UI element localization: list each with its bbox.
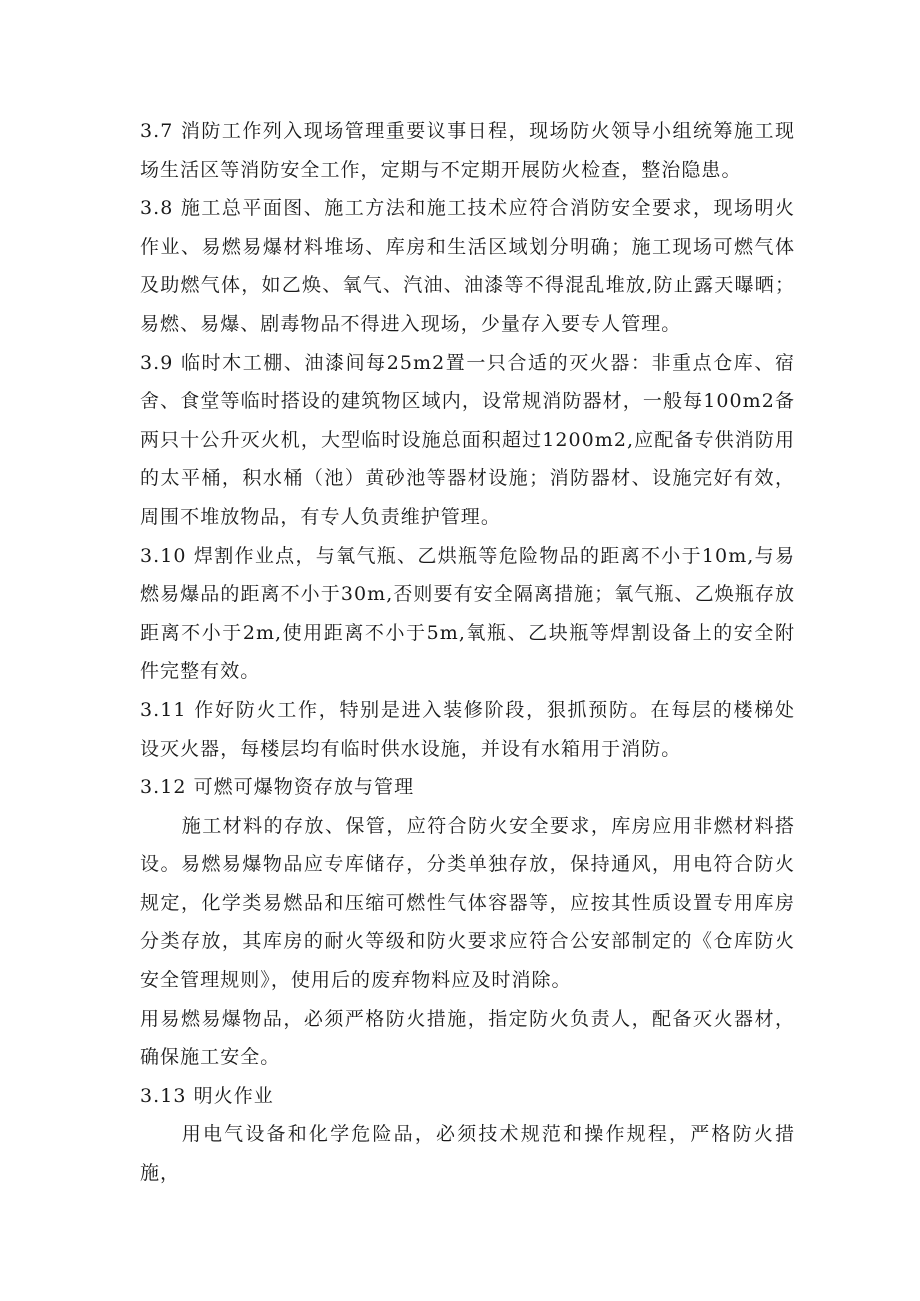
paragraph-3-12-use: 用易燃易爆物品，必须严格防火措施，指定防火负责人，配备灭火器材，确保施工安全。	[140, 1007, 795, 1069]
paragraph-3-13-body: 用电气设备和化学危险品，必须技术规范和操作规程，严格防火措施，	[140, 1123, 795, 1185]
paragraph-3-10: 3.10 焊割作业点，与氧气瓶、乙烘瓶等危险物品的距离不小于10m,与易燃易爆品的距离不小于30m,否则要有安全隔离措施；氧气瓶、乙焕瓶存放距离不小于2m,使用距离不小于5m,氧瓶、乙块瓶等焊割设备上的安全附件完整有效。	[140, 544, 795, 683]
paragraph-3-9: 3.9 临时木工棚、油漆间每25m2置一只合适的灭火器：非重点仓库、宿舍、食堂等临时搭设的建筑物区域内，设常规消防器材，一般每100m2备两只十公升灭火机，大型临时设施总面积超过1200m2,应配备专供消防用的太平桶，积水桶（池）黄砂池等器材设施；消防器材、设施完好有效，周围不堆放物品，有专人负责维护管理。	[140, 351, 795, 528]
paragraph-3-12-body: 施工材料的存放、保管，应符合防火安全要求，库房应用非燃材料搭设。易燃易爆物品应专库储存，分类单独存放，保持通风，用电符合防火规定，化学类易燃品和压缩可燃性气体容器等，应按其性质设置专用库房分类存放，其库房的耐火等级和防火要求应符合公安部制定的《仓库防火安全管理规则》，使用后的废弃物料应及时消除。	[140, 814, 795, 992]
paragraph-3-7: 3.7 消防工作列入现场管理重要议事日程，现场防火领导小组统筹施工现场生活区等消防安全工作，定期与不定期开展防火检查，整治隐患。	[140, 120, 795, 181]
section-heading-3-13: 3.13 明火作业	[140, 1084, 274, 1107]
document-body	[140, 112, 795, 1193]
section-heading-3-12: 3.12 可燃可爆物资存放与管理	[140, 776, 415, 799]
paragraph-3-11: 3.11 作好防火工作，特别是进入装修阶段，狠抓预防。在每层的楼梯处设灭火器，每楼层均有临时供水设施，并设有水箱用于消防。	[140, 698, 795, 760]
paragraph-3-8: 3.8 施工总平面图、施工方法和施工技术应符合消防安全要求，现场明火作业、易燃易爆材料堆场、库房和生活区域划分明确；施工现场可燃气体及助燃气体，如乙焕、氧气、汽油、油漆等不得混乱堆放,防止露天曝晒；易燃、易爆、剧毒物品不得进入现场，少量存入要专人管理。	[140, 197, 795, 335]
